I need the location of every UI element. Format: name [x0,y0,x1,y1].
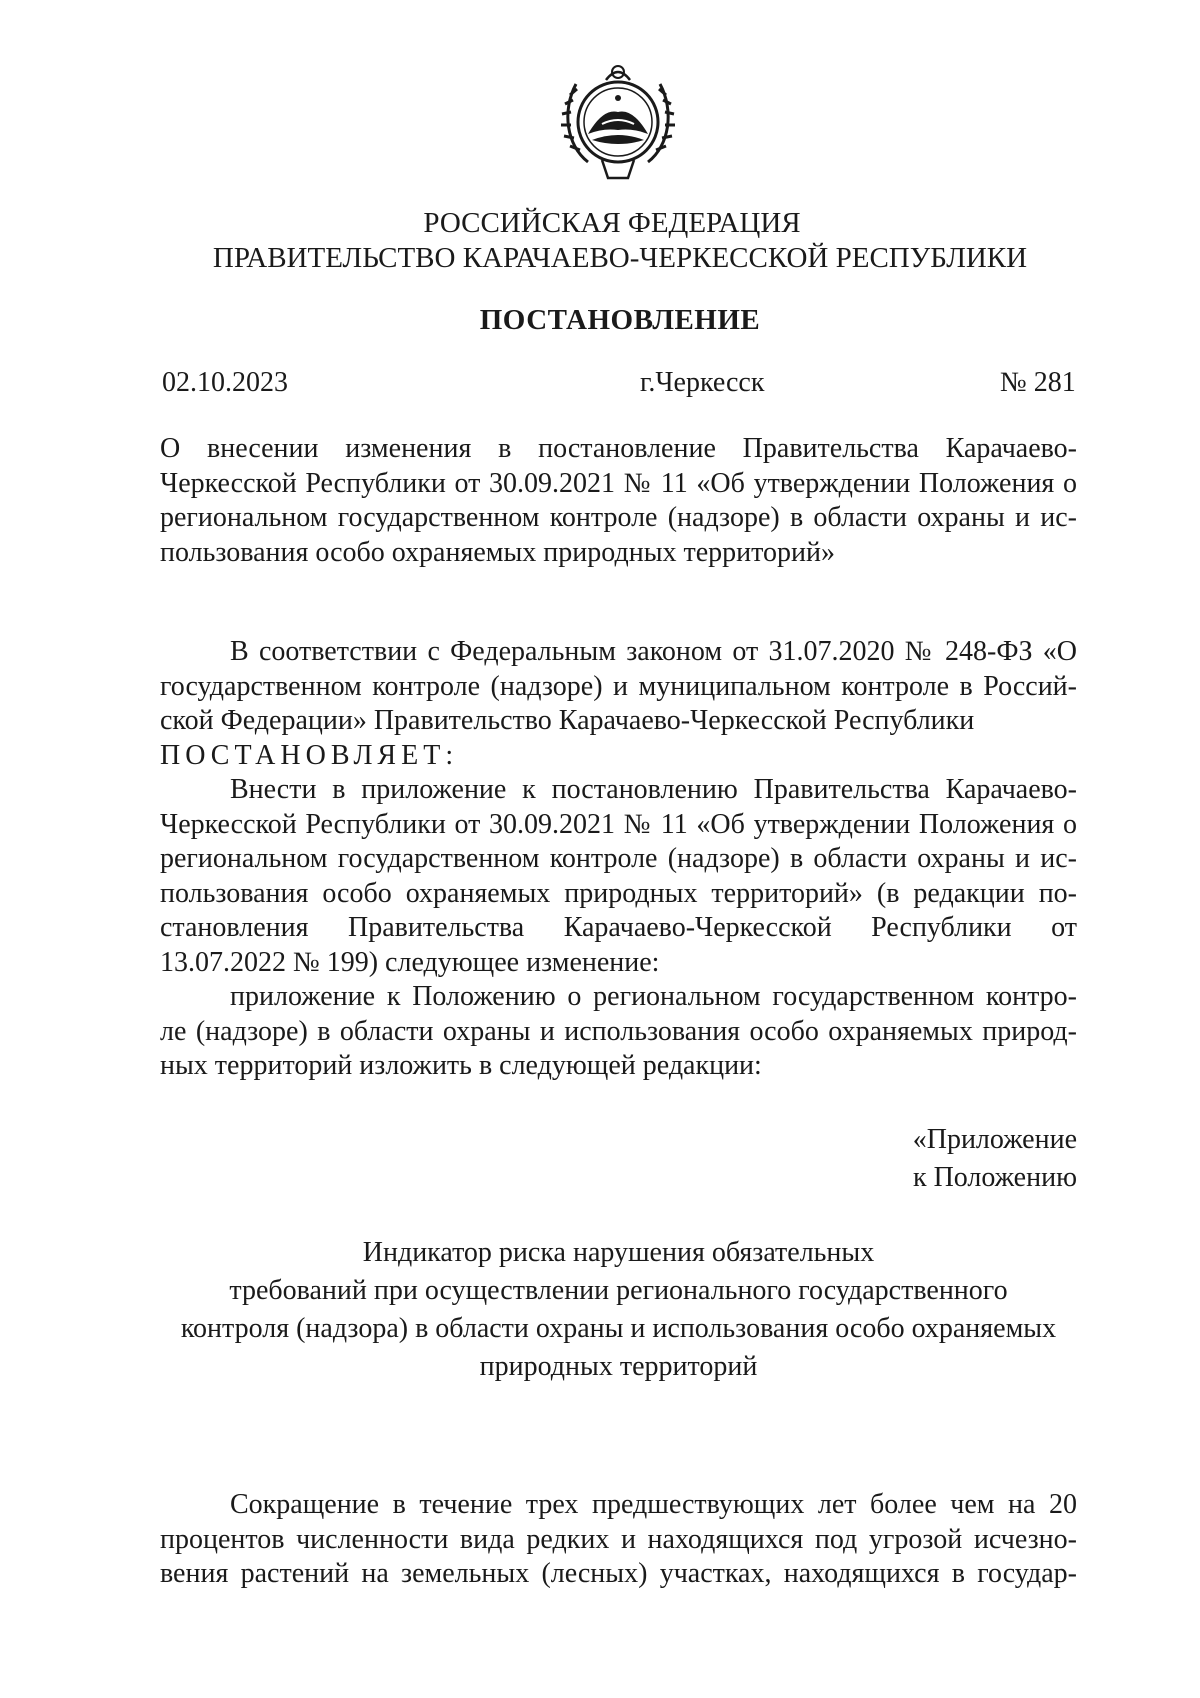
text-line: ных территорий изложить в следующей редакции: [160,1050,762,1081]
text-line: государственном контроле (надзоре) и муниципальном контроле в Россий- [160,670,1077,702]
text-line: Внести в приложение к постановлению Правительства Карачаево- [230,774,1077,805]
text-line: 13.07.2022 № 199) следующее изменение: [160,946,660,978]
document-number: № 281 [1000,367,1076,398]
document-city: г.Черкесск [640,367,765,398]
country-heading: РОССИЙСКАЯ ФЕДЕРАЦИЯ [423,207,801,239]
appendix-line: к Положению [912,1162,1077,1193]
title-line: природных территорий [479,1351,758,1382]
text-line: ской Федерации» Правительство Карачаево-Черкесской Республики [160,705,975,736]
title-line: требований при осуществлении регионального государственного [229,1275,1008,1306]
text-line: пользования особо охраняемых природных территорий» (в редакции по- [160,877,1077,909]
subject-paragraph [160,432,1077,570]
text-line: региональном государственном контроле (надзоре) в области охраны и ис- [160,843,1077,874]
decree-word: ПОСТАНОВЛЯЕТ: [160,739,459,771]
appendix-line: «Приложение [912,1124,1077,1155]
government-heading: ПРАВИТЕЛЬСТВО КАРАЧАЕВО-ЧЕРКЕССКОЙ РЕСПУБЛИКИ [212,242,1028,274]
text-line: становления Правительства Карачаево-Черкесской Республики от [160,912,1077,943]
text-line: приложение к Положению о региональном государственном контро- [230,981,1077,1012]
body-text [160,635,1077,1084]
text-line: О внесении изменения в постановление Правительства Карачаево- [160,433,1077,464]
text-line: региональном государственном контроле (надзоре) в области охраны и ис- [160,502,1077,533]
text-line: вения растений на земельных (лесных) участках, находящихся в государ- [160,1558,1077,1589]
coat-of-arms-icon [558,50,678,185]
document-date: 02.10.2023 [162,367,288,398]
text-line: Черкесской Республики от 30.09.2021 № 11 «Об утверждении Положения о [160,467,1077,499]
text-line: ле (надзоре) в области охраны и использования особо охраняемых природ- [160,1015,1077,1047]
title-line: контроля (надзора) в области охраны и использования особо охраняемых [180,1313,1057,1344]
appendix-reference [800,1121,1077,1197]
text-line: процентов численности вида редких и находящихся под угрозой исчезно- [160,1523,1077,1555]
document-type-title: ПОСТАНОВЛЕНИЕ [479,304,761,336]
closing-paragraph [160,1488,1077,1592]
text-line: В соответствии с Федеральным законом от 31.07.2020 № 248-ФЗ «О [230,636,1077,667]
text-line: пользования особо охраняемых природных территорий» [160,536,835,568]
indicator-title [160,1234,1077,1386]
text-line: Сокращение в течение трех предшествующих лет более чем на 20 [230,1489,1077,1520]
text-line: Черкесской Республики от 30.09.2021 № 11 «Об утверждении Положения о [160,808,1077,840]
title-line: Индикатор риска нарушения обязательных [362,1237,875,1268]
